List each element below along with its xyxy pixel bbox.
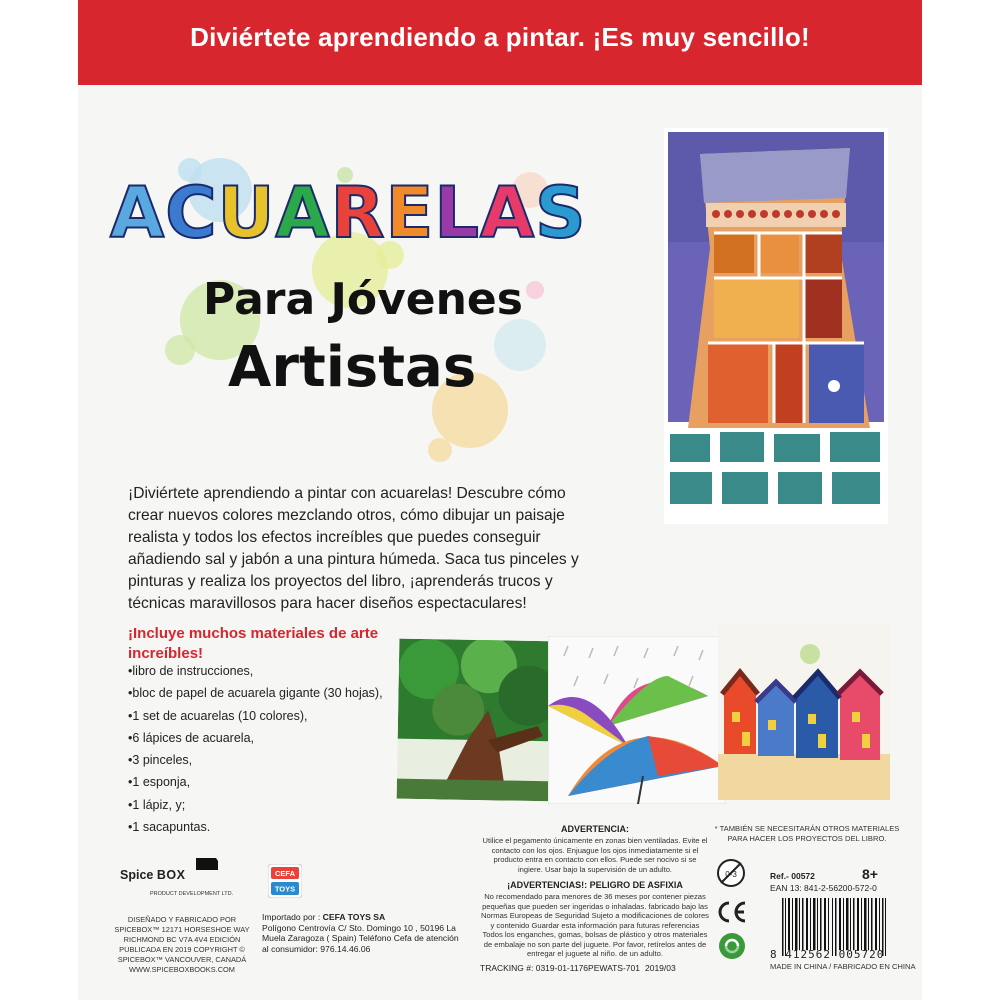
umbrella-painting	[548, 636, 726, 804]
importer-address: Polígono Centrovía C/ Sto. Domingo 10 , 50196 La Muela Zaragoza ( Spain) Teléfono Cefa de atención al consumidor: 976.14.46.06	[262, 922, 459, 954]
age-rating: 8+	[862, 866, 878, 882]
extra-materials-note: * TAMBIÉN SE NECESITARÁN OTROS MATERIALES PARA HACER LOS PROYECTOS DEL LIBRO.	[714, 824, 900, 843]
importer-name: CEFA TOYS SA	[322, 912, 386, 922]
list-item: • bloc de papel de acuarela gigante (30 hojas),	[128, 682, 383, 704]
age-warning-icon	[716, 858, 746, 888]
tracking-date: 2019/03	[645, 963, 676, 973]
title-letter: S	[535, 172, 587, 254]
spicebox-logo	[120, 868, 185, 882]
list-item: • 6 lápices de acuarela,	[128, 727, 383, 749]
importer-info	[262, 912, 462, 954]
made-in-label: MADE IN CHINA / FABRICADO EN CHINA	[770, 962, 916, 971]
building-painting	[664, 128, 888, 524]
choking-warning-text: No recomendado para menores de 36 meses por contener piezas pequeñas que pueden ser ingeridas o inhaladas. fabricado bajo las Normas Europeas de Seguridad Sujeto a modificaciones de colores y contenido Guardar esta información para futuras referencias Todos los enganches, gomas, bolsas de plástico y otros materiales de embalaje no son parte del juguete. Por favor, retírelos antes de entregar el juguete al niño. de un adulto.	[481, 892, 709, 958]
importer-label: Importado por :	[262, 912, 323, 922]
includes-heading: ¡Incluye muchos materiales de arte increíbles!	[128, 625, 379, 662]
title-letter: C	[165, 172, 218, 254]
age-warning-label: 0-3	[725, 870, 737, 879]
product-refs	[770, 870, 877, 894]
list-item: • 3 pinceles,	[128, 749, 383, 771]
cefa-logo-bottom: TOYS	[274, 884, 296, 894]
title-letter: R	[330, 172, 386, 254]
publisher-credit: DISEÑADO Y FABRICADO POR SPICEBOX™ 12171 HORSESHOE WAY RICHMOND BC V7A 4V4 EDICIÓN PUBLICADA EN 2019 COPYRIGHT © SPICEBOX™ VANCOUVER, CANADÁ WWW.SPICEBOXBOOKS.COM	[114, 915, 250, 974]
ref-number: Ref.- 00572	[770, 871, 815, 881]
cefa-toys-logo	[268, 864, 302, 898]
product-description: ¡Diviértete aprendiendo a pintar con acuarelas! Descubre cómo crear nuevos colores mezclando otros, cómo dibujar un paisaje realista y todos los efectos increíbles que puedes conseguir añadiendo sal y jabón a una pintura húmeda. Saca tus pinceles y pinturas y realiza los proyectos del libro, ¡aprenderás trucos y técnicas maravillosos para hacer diseños espectaculares!	[128, 485, 579, 612]
ean-number: EAN 13: 841-2-56200-572-0	[770, 883, 877, 893]
ce-mark-icon	[716, 900, 748, 924]
list-item: • 1 set de acuarelas (10 colores),	[128, 705, 383, 727]
tracking-number: TRACKING #: 0319-01-1176PEWATS-701	[480, 963, 640, 973]
list-item: • 1 lápiz, y;	[128, 794, 383, 816]
banner-text: Diviértete aprendiendo a pintar. ¡Es muy sencillo!	[190, 22, 810, 52]
product-title	[110, 172, 587, 254]
warning-text: Utilice el pegamento únicamente en zonas bien ventiladas. Evite el contacto con los ojos. Enjuague los ojos inmediatamente si el producto entra en contacto con ellos. Puede ser nocivo si se ingiere. Usar bajo la supervisión de un adulto.	[482, 836, 708, 874]
title-letter: A	[479, 172, 536, 254]
subtitle-line-2: Artistas	[228, 335, 477, 400]
choking-warning-title: ¡ADVERTENCIAS!: PELIGRO DE ASFIXIA	[507, 880, 683, 890]
list-item: • 1 esponja,	[128, 771, 383, 793]
cefa-logo-top: CEFA	[274, 869, 296, 878]
title-letter: U	[217, 172, 276, 254]
spicebox-logo-main: Spice	[120, 868, 154, 882]
title-letter: A	[110, 172, 166, 254]
subtitle-line-1: Para Jóvenes	[203, 274, 523, 325]
tree-painting	[397, 639, 558, 802]
title-letter: A	[275, 172, 331, 254]
list-item: • libro de instrucciones,	[128, 660, 383, 682]
clapperboard-icon	[196, 858, 218, 870]
list-item: • 1 sacapuntas.	[128, 816, 383, 838]
warning-title: ADVERTENCIA:	[560, 824, 629, 834]
title-letter: L	[434, 172, 480, 254]
spicebox-logo-box: BOX	[156, 868, 186, 882]
barcode-number: 8 412562 005720	[770, 948, 885, 961]
green-dot-recycle-icon	[718, 932, 746, 960]
includes-list	[128, 660, 383, 838]
spicebox-logo-subtitle: PRODUCT DEVELOPMENT LTD.	[150, 891, 234, 897]
title-letter: E	[385, 172, 435, 254]
houses-painting	[718, 624, 890, 800]
